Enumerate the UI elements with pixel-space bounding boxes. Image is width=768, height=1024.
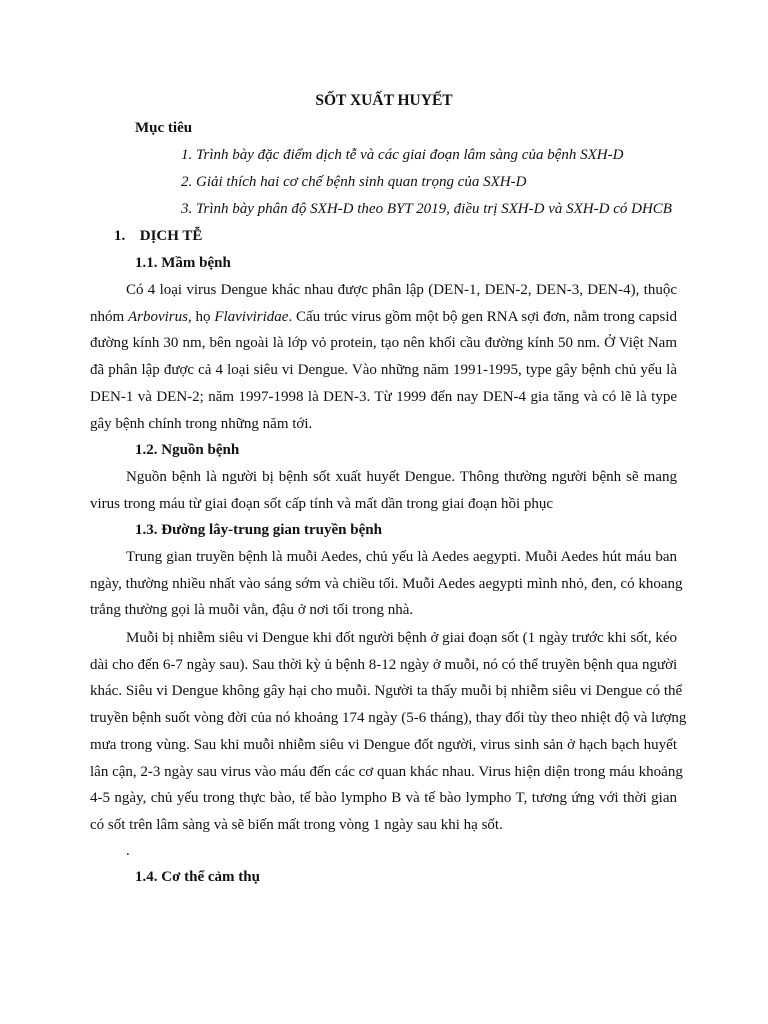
text-line: truyền bệnh suốt vòng đời của nó khoảng 174 ngày (5-6 tháng), thay đổi tùy theo nhiệt độ và lượng xyxy=(90,710,687,727)
text-line: đường kính 30 nm, bên ngoài là lớp vỏ protein, tạo nên khối cầu đường kính 50 nm. Ở Việt Nam xyxy=(90,335,677,352)
stray-dot: . xyxy=(126,843,130,859)
text-line: khác. Siêu vi Dengue không gây hại cho muỗi. Người ta thấy muỗi bị nhiễm siêu vi Dengue có thể xyxy=(90,683,683,700)
text-run: , họ xyxy=(187,308,215,325)
text-line: Trung gian truyền bệnh là muỗi Aedes, chủ yếu là Aedes aegypti. Muỗi Aedes hút máu ban xyxy=(126,549,677,565)
text-line: Muỗi bị nhiễm siêu vi Dengue khi đốt người bệnh ở giai đoạn sốt (1 ngày trước khi sốt, kéo xyxy=(126,630,677,646)
section-number: 1. xyxy=(114,228,126,244)
section-title: DỊCH TỄ xyxy=(139,228,203,244)
text-line: có sốt trên lâm sàng và sẽ biến mất trong vòng 1 ngày sau khi hạ sốt. xyxy=(90,816,503,833)
text-line: Có 4 loại virus Dengue khác nhau được phân lập (DEN-1, DEN-2, DEN-3, DEN-4), thuộc xyxy=(126,282,677,298)
paragraph xyxy=(90,464,677,517)
text-line: gây bệnh chính trong những năm tới. xyxy=(90,415,313,432)
text-line: trắng thường gọi là muỗi vằn, đậu ở nơi tối trong nhà. xyxy=(90,602,414,619)
subsection-heading: 1.4. Cơ thể cảm thụ xyxy=(135,869,260,885)
text-line: virus trong máu từ giai đoạn sốt cấp tính và mất dần trong giai đoạn hồi phục xyxy=(90,495,554,512)
italic-term: Arbovirus xyxy=(127,308,188,325)
subsection-heading: 1.2. Nguồn bệnh xyxy=(135,442,240,458)
paragraph xyxy=(90,544,683,624)
text-line: lân cận, 2-3 ngày sau virus vào máu đến các cơ quan khác nhau. Virus hiện diện trong máu khoảng xyxy=(90,763,683,780)
text-line: DEN-1 và DEN-2; năm 1997-1998 là DEN-3. Từ 1999 đến nay DEN-4 gia tăng và có lẽ là type xyxy=(90,388,677,405)
paragraph xyxy=(90,277,677,437)
subsection-heading: 1.1. Mầm bệnh xyxy=(135,255,231,271)
text-line: đã phân lập được cả 4 loại siêu vi Dengue. Vào những năm 1991-1995, type gây bệnh chủ yếu là xyxy=(90,362,677,379)
text-line: dài cho đến 6-7 ngày sau). Sau thời kỳ ủ bệnh 8-12 ngày ở muỗi, nó có thể truyền bệnh qua người xyxy=(90,656,678,673)
text-line xyxy=(90,304,677,331)
objectives-heading: Mục tiêu xyxy=(135,120,193,136)
objective-item: 2. Giải thích hai cơ chế bệnh sinh quan trọng của SXH-D xyxy=(181,174,527,190)
italic-term: Flaviviridae xyxy=(214,308,289,325)
text-run: . Cấu trúc virus gồm một bộ gen RNA sợi đơn, nằm trong capsid xyxy=(288,308,677,325)
text-line: ngày, thường nhiều nhất vào sáng sớm và chiều tối. Muỗi Aedes aegypti mình nhỏ, đen, có khoang xyxy=(90,575,683,592)
section-heading xyxy=(114,228,202,245)
objective-item: 3. Trình bày phân độ SXH-D theo BYT 2019, điều trị SXH-D và SXH-D có DHCB xyxy=(181,201,672,217)
text-run: nhóm xyxy=(90,308,128,325)
text-line: Nguồn bệnh là người bị bệnh sốt xuất huyết Dengue. Thông thường người bệnh sẽ mang xyxy=(126,469,677,485)
text-line: mưa trong vùng. Sau khi muỗi nhiễm siêu vi Dengue đốt người, virus sinh sản ở hạch bạch huyết xyxy=(90,736,677,753)
objective-item: 1. Trình bày đặc điểm dịch tễ và các giai đoạn lâm sàng của bệnh SXH-D xyxy=(181,147,624,163)
document-title: SỐT XUẤT HUYẾT xyxy=(315,92,453,109)
paragraph xyxy=(90,625,687,839)
text-line: 4-5 ngày, chủ yếu trong thực bào, tế bào lympho B và tế bào lympho T, tương ứng với thời gian xyxy=(90,790,677,807)
subsection-heading: 1.3. Đường lây-trung gian truyền bệnh xyxy=(135,522,382,538)
